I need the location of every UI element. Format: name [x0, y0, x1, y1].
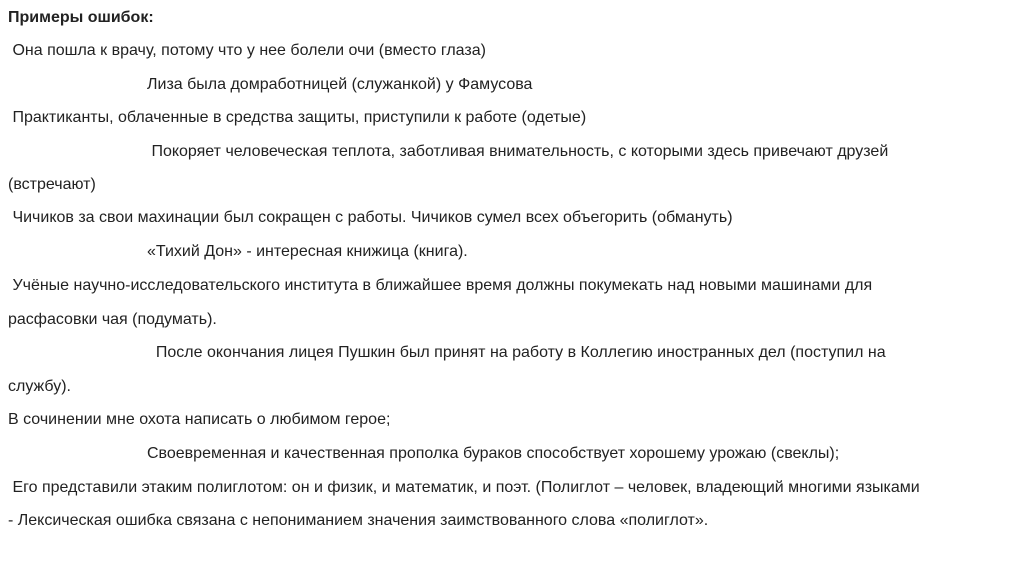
example-line-7-continued: расфасовки чая (подумать). [8, 311, 217, 328]
example-line-2: Лиза была домработницей (служанкой) у Фамусова [147, 76, 533, 93]
example-line-8: После окончания лицея Пушкин был принят на работу в Коллегию иностранных дел (поступил на [147, 344, 886, 361]
example-line-8-continued: службу). [8, 378, 71, 395]
example-conclusion: - Лексическая ошибка связана с непониманием значения заимствованного слова «полиглот». [8, 512, 709, 529]
example-line-4: Покоряет человеческая теплота, заботливая внимательность, с которыми здесь привечают друзей [147, 143, 889, 160]
example-line-6: «Тихий Дон» - интересная книжица (книга). [147, 243, 468, 260]
example-line-7: Учёные научно-исследовательского института в ближайшее время должны покумекать над новыми машинами для [8, 277, 873, 294]
example-line-10: Своевременная и качественная прополка бураков способствует хорошему урожаю (свеклы); [147, 445, 840, 462]
example-line-3: Практиканты, облаченные в средства защиты, приступили к работе (одетые) [8, 109, 587, 126]
example-line-4-continued: (встречают) [8, 176, 96, 193]
example-line-11: Его представили этаким полиглотом: он и физик, и математик, и поэт. (Полиглот – человек, владеющий многими языками [8, 479, 920, 496]
example-line-1: Она пошла к врачу, потому что у нее болели очи (вместо глаза) [8, 42, 486, 59]
page-title: Примеры ошибок: [8, 9, 154, 26]
example-line-9: В сочинении мне охота написать о любимом герое; [8, 411, 391, 428]
example-line-5: Чичиков за свои махинации был сокращен с работы. Чичиков сумел всех объегорить (обмануть) [8, 209, 733, 226]
